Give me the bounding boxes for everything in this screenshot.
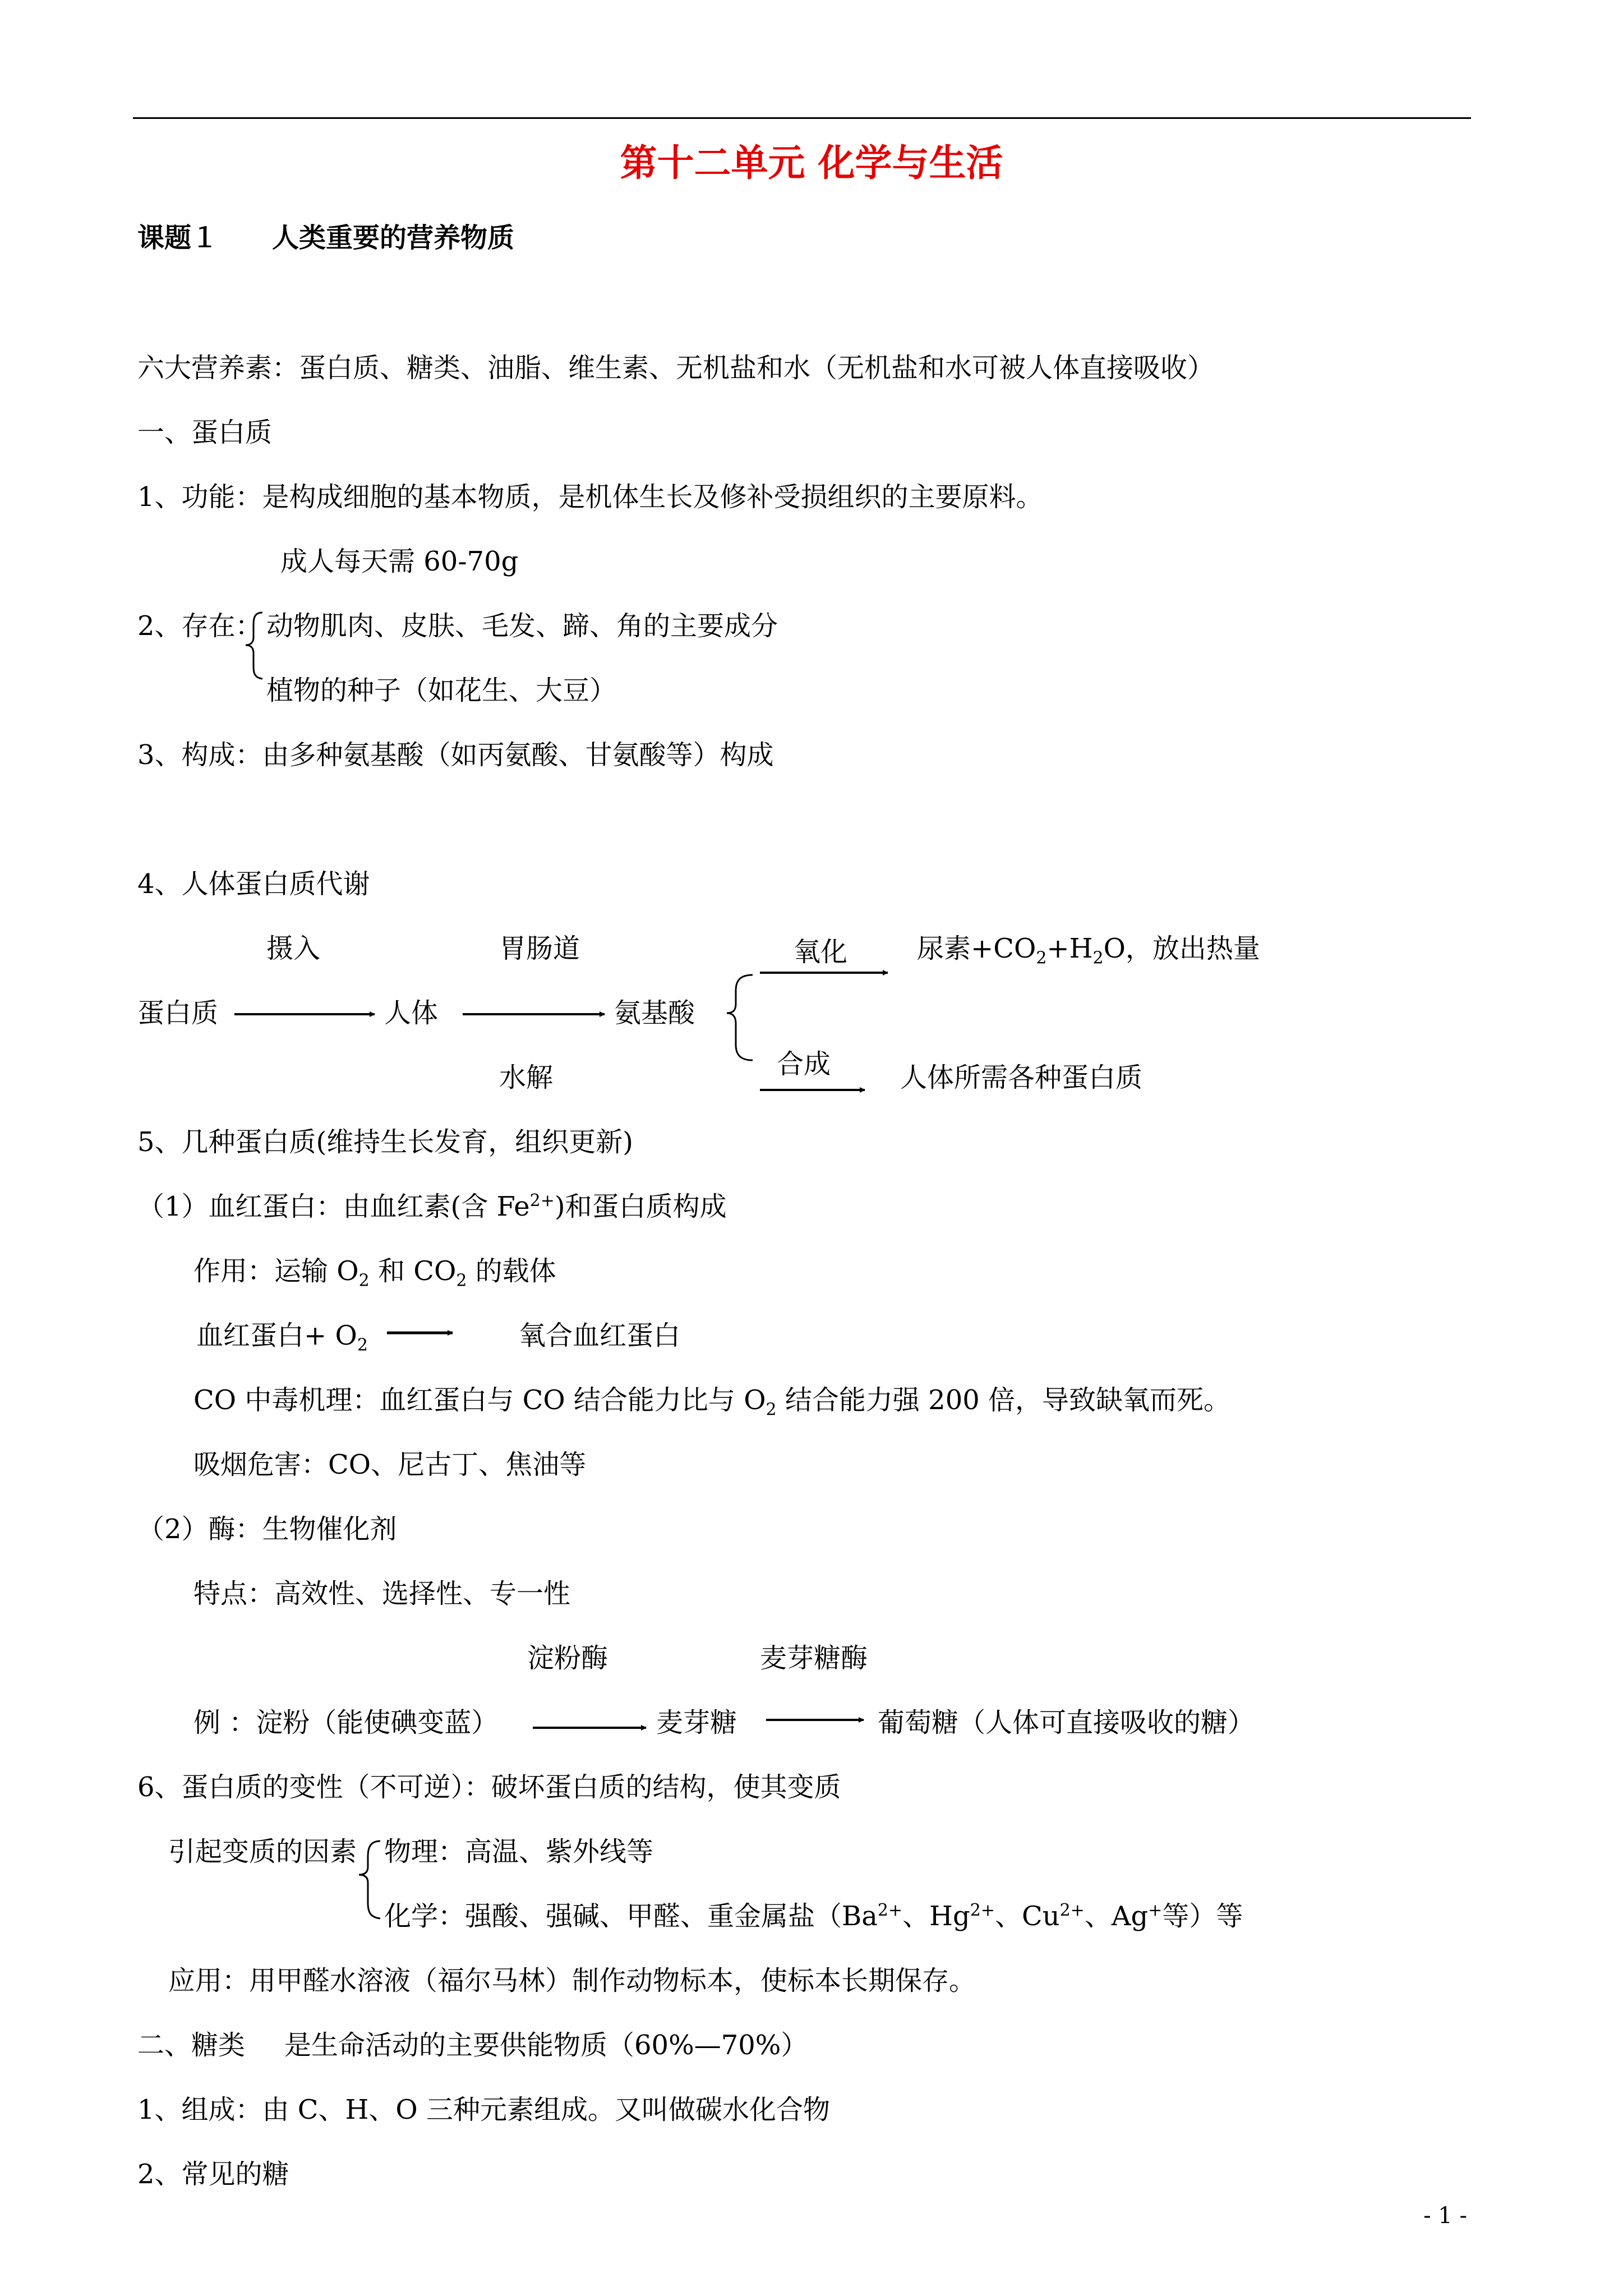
existence-brace — [246, 613, 262, 679]
metab-body: 人体 — [384, 997, 439, 1029]
protein-daily-intake: 成人每天需 60-70g — [280, 546, 519, 577]
metab-gut-label: 胃肠道 — [499, 933, 580, 964]
lesson-heading: 课题１ 人类重要的营养物质 — [137, 222, 515, 254]
page-number: - 1 - — [1423, 2203, 1467, 2229]
enzyme-maltase-label: 麦芽糖酶 — [760, 1642, 868, 1674]
hemoglobin-line: （1）血红蛋白：由血红素(含 $Fe^{2+}$)和蛋白质构成 — [137, 1191, 727, 1222]
sugar-composition: 1、组成：由 C、H、O 三种元素组成。又叫做碳水化合物 — [137, 2094, 830, 2125]
enzyme-example-glucose: 葡萄糖（人体可直接吸收的糖） — [878, 1707, 1255, 1738]
metab-synth-result: 人体所需各种蛋白质 — [900, 1062, 1143, 1093]
metabolism-heading: 4、人体蛋白质代谢 — [137, 868, 370, 900]
protein-existence-animal: 动物肌肉、皮肤、毛发、蹄、角的主要成分 — [266, 610, 778, 642]
enzyme-amylase-label: 淀粉酶 — [527, 1642, 608, 1674]
metab-hydrolysis-label: 水解 — [499, 1062, 554, 1093]
hemoglobin-eq-right: 氧合血红蛋白 — [519, 1320, 681, 1351]
six-nutrients-line: 六大营养素：蛋白质、糖类、油脂、维生素、无机盐和水（无机盐和水可被人体直接吸收） — [137, 352, 1215, 384]
enzyme-features: 特点：高效性、选择性、专一性 — [193, 1578, 571, 1609]
smoking-harm-line: 吸烟危害：CO、尼古丁、焦油等 — [193, 1449, 587, 1480]
denature-cause-label: 引起变质的因素 — [168, 1836, 357, 1867]
denature-brace — [359, 1841, 380, 1918]
metab-protein: 蛋白质 — [137, 997, 219, 1029]
hemoglobin-role: 作用：运输 $O_2$ 和 $CO_2$ 的载体 — [193, 1255, 556, 1291]
metab-oxidize-label: 氧化 — [794, 936, 848, 968]
metab-urea-result: 尿素$+CO_2+H_2O$，放出热量 — [917, 933, 1260, 968]
enzyme-example-maltose: 麦芽糖 — [656, 1707, 737, 1738]
protein-function: 1、功能：是构成细胞的基本物质，是机体生长及修补受损组织的主要原料。 — [137, 481, 1043, 513]
metab-synth-label: 合成 — [777, 1048, 831, 1080]
protein-existence-label: 2、存在： — [137, 610, 262, 642]
denature-heading: 6、蛋白质的变性（不可逆）：破坏蛋白质的结构，使其变质 — [137, 1772, 841, 1803]
page-title: 第十二单元 化学与生活 — [620, 141, 1003, 185]
enzyme-heading: （2）酶：生物催化剂 — [137, 1513, 397, 1545]
enzyme-example-starch: 例 ：淀粉（能使碘变蓝） — [193, 1707, 499, 1738]
denature-application: 应用：用甲醛水溶液（福尔马林）制作动物标本，使标本长期保存。 — [168, 1965, 976, 1996]
denature-physical: 物理：高温、紫外线等 — [384, 1836, 654, 1867]
sugar-heading: 二、糖类 是生命活动的主要供能物质（60%—70%） — [137, 2030, 808, 2061]
section-protein-heading: 一、蛋白质 — [137, 417, 273, 448]
hemoglobin-eq-left: 血红蛋白+ $O_2$ — [196, 1320, 368, 1355]
metab-amino-acid: 氨基酸 — [614, 997, 695, 1029]
protein-types-heading: 5、几种蛋白质(维持生长发育，组织更新) — [137, 1126, 633, 1158]
protein-composition: 3、构成：由多种氨基酸（如丙氨酸、甘氨酸等）构成 — [137, 739, 774, 771]
sugar-common: 2、常见的糖 — [137, 2159, 289, 2190]
protein-existence-plant: 植物的种子（如花生、大豆） — [266, 675, 617, 706]
metab-branch-brace — [727, 975, 753, 1060]
denature-chemical: 化学：强酸、强碱、甲醛、重金属盐（$Ba^{2+}$、$Hg^{2+}$、$Cu^{2+}$、Ag+等）等 — [384, 1901, 1243, 1932]
co-poisoning-line: CO 中毒机理：血红蛋白与 CO 结合能力比与 $O_2$ 结合能力强 200 倍，导致缺氧而死。 — [193, 1384, 1231, 1420]
metab-ingest-label: 摄入 — [266, 933, 321, 964]
